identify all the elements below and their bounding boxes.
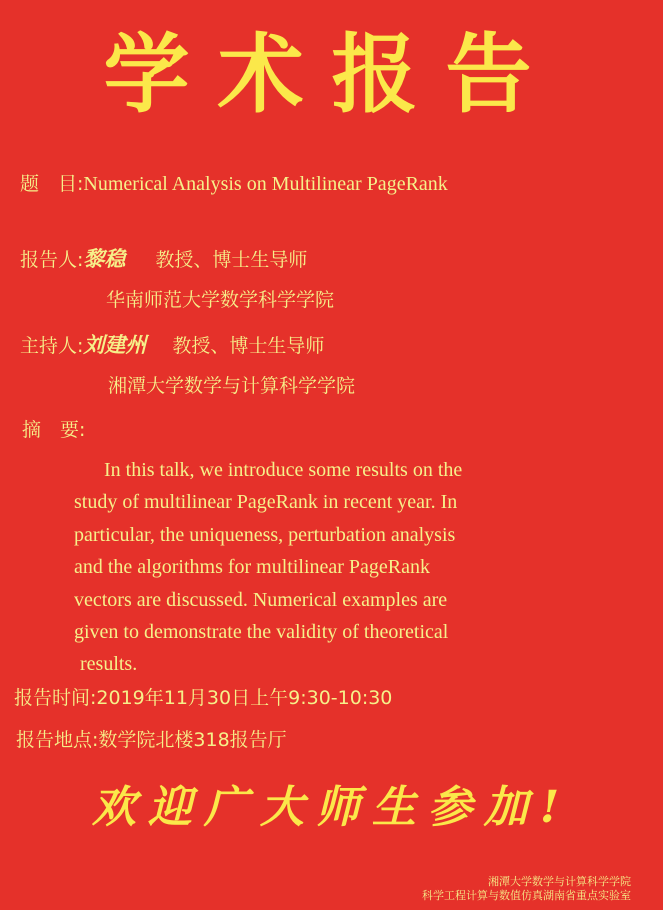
abstract-body — [74, 454, 570, 681]
abstract-line: In this talk, we introduce some results on the — [104, 459, 463, 481]
time-label: 报告时间: — [14, 687, 97, 709]
topic-value: Numerical Analysis on Multilinear PageRank — [83, 173, 448, 195]
footer-line-lab: 科学工程计算与数值仿真湖南省重点实验室 — [422, 889, 631, 902]
speaker-title: 教授、博士生导师 — [155, 249, 308, 271]
host-row — [20, 334, 324, 356]
poster-title: 学术报告 — [103, 24, 560, 125]
abstract-line: and the algorithms for multilinear PageRank — [74, 556, 431, 579]
speaker-row — [20, 248, 307, 270]
abstract-line: particular, the uniqueness, perturbation analysis — [74, 523, 456, 546]
location-label: 报告地点: — [16, 729, 99, 751]
topic-label: 题 目: — [20, 173, 84, 195]
abstract-line: study of multilinear PageRank in recent year. In — [74, 491, 458, 514]
host-title: 教授、博士生导师 — [172, 335, 325, 357]
host-affiliation: 湘潭大学数学与计算科学学院 — [108, 375, 356, 397]
host-label: 主持人: — [20, 335, 84, 357]
host-name: 刘建州 — [83, 332, 147, 357]
abstract-label: 摘 要: — [22, 419, 86, 441]
abstract-line: results. — [80, 653, 138, 676]
abstract-line: vectors are discussed. Numerical examples are — [74, 588, 448, 611]
time-value: 2019年11月30日上午9:30-10:30 — [96, 687, 393, 709]
footer-line-school: 湘潭大学数学与计算科学学院 — [488, 875, 631, 888]
location-value: 数学院北楼318报告厅 — [98, 729, 287, 751]
time-row — [14, 689, 392, 708]
location-row — [16, 731, 287, 750]
topic-row — [20, 174, 448, 194]
abstract-line: given to demonstrate the validity of theoretical — [74, 621, 449, 644]
speaker-name: 黎稳 — [83, 246, 126, 271]
speaker-label: 报告人: — [20, 249, 84, 271]
speaker-affiliation: 华南师范大学数学科学学院 — [106, 289, 335, 311]
welcome-banner: 欢迎广大师生参加! — [91, 782, 572, 833]
